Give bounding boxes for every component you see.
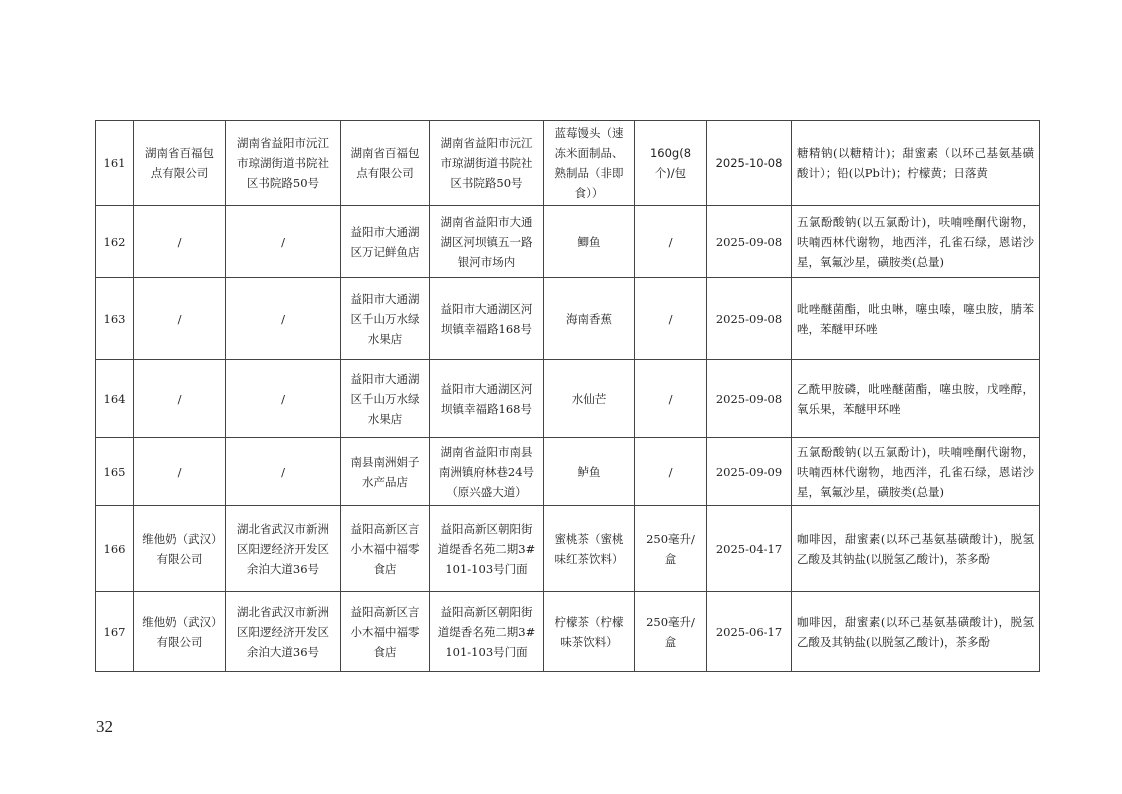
production-date-cell: 2025-09-08 — [707, 360, 792, 438]
production-date-cell: 2025-10-08 — [707, 121, 792, 206]
production-date-cell: 2025-09-09 — [707, 438, 792, 506]
test-items-cell: 乙酰甲胺磷，吡唑醚菌酯，噻虫胺，戊唑醇，氧乐果，苯醚甲环唑 — [792, 360, 1040, 438]
test-items-cell: 咖啡因，甜蜜素(以环己基氨基磺酸计)，脱氢乙酸及其钠盐(以脱氢乙酸计)，茶多酚 — [792, 506, 1040, 592]
producer-address-cell: / — [226, 278, 341, 360]
producer-address-cell: / — [226, 206, 341, 278]
sample-name-cell: 蓝莓馒头（速冻米面制品、熟制品（非即食）） — [544, 121, 635, 206]
spec-cell: / — [635, 278, 707, 360]
producer-address-cell: 湖北省武汉市新洲区阳逻经济开发区余泊大道36号 — [226, 592, 341, 672]
production-date-cell: 2025-04-17 — [707, 506, 792, 592]
seller-cell: 益阳高新区言小木福中福零食店 — [341, 592, 430, 672]
seller-cell: 益阳高新区言小木福中福零食店 — [341, 506, 430, 592]
spec-cell: 250毫升/盒 — [635, 506, 707, 592]
producer-cell: / — [134, 206, 226, 278]
seller-address-cell: 益阳市大通湖区河坝镇幸福路168号 — [430, 360, 544, 438]
table-row — [96, 438, 1040, 506]
test-items-cell: 咖啡因，甜蜜素(以环己基氨基磺酸计)，脱氢乙酸及其钠盐(以脱氢乙酸计)，茶多酚 — [792, 592, 1040, 672]
sample-name-cell: 蜜桃茶（蜜桃味红茶饮料） — [544, 506, 635, 592]
sample-name-cell: 鲈鱼 — [544, 438, 635, 506]
page-number: 32 — [96, 717, 113, 736]
row-number-cell: 164 — [96, 360, 134, 438]
sample-name-cell: 柠檬茶（柠檬味茶饮料） — [544, 592, 635, 672]
producer-cell: 维他奶（武汉）有限公司 — [134, 592, 226, 672]
producer-cell: 湖南省百福包点有限公司 — [134, 121, 226, 206]
sample-name-cell: 鲫鱼 — [544, 206, 635, 278]
table-row — [96, 506, 1040, 592]
seller-cell: 益阳市大通湖区万记鲜鱼店 — [341, 206, 430, 278]
table-body — [96, 121, 1040, 672]
seller-cell: 益阳市大通湖区千山万水绿水果店 — [341, 278, 430, 360]
test-items-cell: 吡唑醚菌酯，吡虫啉，噻虫嗪，噻虫胺，腈苯唑，苯醚甲环唑 — [792, 278, 1040, 360]
row-number-cell: 163 — [96, 278, 134, 360]
row-number-cell: 167 — [96, 592, 134, 672]
row-number-cell: 161 — [96, 121, 134, 206]
producer-cell: / — [134, 360, 226, 438]
production-date-cell: 2025-09-08 — [707, 278, 792, 360]
seller-address-cell: 湖南省益阳市大通湖区河坝镇五一路银河市场内 — [430, 206, 544, 278]
table-row — [96, 206, 1040, 278]
spec-cell: 250毫升/盒 — [635, 592, 707, 672]
seller-address-cell: 湖南省益阳市沅江市琼湖街道书院社区书院路50号 — [430, 121, 544, 206]
sample-name-cell: 海南香蕉 — [544, 278, 635, 360]
seller-address-cell: 益阳市大通湖区河坝镇幸福路168号 — [430, 278, 544, 360]
producer-address-cell: / — [226, 438, 341, 506]
seller-address-cell: 湖南省益阳市南县南洲镇府林巷24号（原兴盛大道） — [430, 438, 544, 506]
seller-address-cell: 益阳高新区朝阳街道缇香名苑二期3#101-103号门面 — [430, 592, 544, 672]
producer-address-cell: / — [226, 360, 341, 438]
production-date-cell: 2025-06-17 — [707, 592, 792, 672]
producer-address-cell: 湖南省益阳市沅江市琼湖街道书院社区书院路50号 — [226, 121, 341, 206]
seller-cell: 南县南洲娟子水产品店 — [341, 438, 430, 506]
table-row — [96, 278, 1040, 360]
producer-cell: 维他奶（武汉）有限公司 — [134, 506, 226, 592]
row-number-cell: 166 — [96, 506, 134, 592]
producer-address-cell: 湖北省武汉市新洲区阳逻经济开发区余泊大道36号 — [226, 506, 341, 592]
test-items-cell: 五氯酚酸钠(以五氯酚计)，呋喃唑酮代谢物，呋喃西林代谢物，地西泮，孔雀石绿，恩诺沙星，氧氟沙星，磺胺类(总量) — [792, 438, 1040, 506]
row-number-cell: 162 — [96, 206, 134, 278]
table-row — [96, 592, 1040, 672]
row-number-cell: 165 — [96, 438, 134, 506]
spec-cell: / — [635, 438, 707, 506]
table-row — [96, 360, 1040, 438]
spec-cell: / — [635, 360, 707, 438]
production-date-cell: 2025-09-08 — [707, 206, 792, 278]
seller-cell: 湖南省百福包点有限公司 — [341, 121, 430, 206]
seller-cell: 益阳市大通湖区千山万水绿水果店 — [341, 360, 430, 438]
seller-address-cell: 益阳高新区朝阳街道缇香名苑二期3#101-103号门面 — [430, 506, 544, 592]
sample-name-cell: 水仙芒 — [544, 360, 635, 438]
spec-cell: / — [635, 206, 707, 278]
test-items-cell: 糖精钠(以糖精计)；甜蜜素（以环己基氨基磺酸计）；铅(以Pb计)；柠檬黄；日落黄 — [792, 121, 1040, 206]
inspection-results-table — [95, 120, 1040, 672]
producer-cell: / — [134, 438, 226, 506]
table-row — [96, 121, 1040, 206]
test-items-cell: 五氯酚酸钠(以五氯酚计)，呋喃唑酮代谢物，呋喃西林代谢物，地西泮，孔雀石绿，恩诺沙星，氧氟沙星，磺胺类(总量) — [792, 206, 1040, 278]
producer-cell: / — [134, 278, 226, 360]
spec-cell: 160g(8个)/包 — [635, 121, 707, 206]
